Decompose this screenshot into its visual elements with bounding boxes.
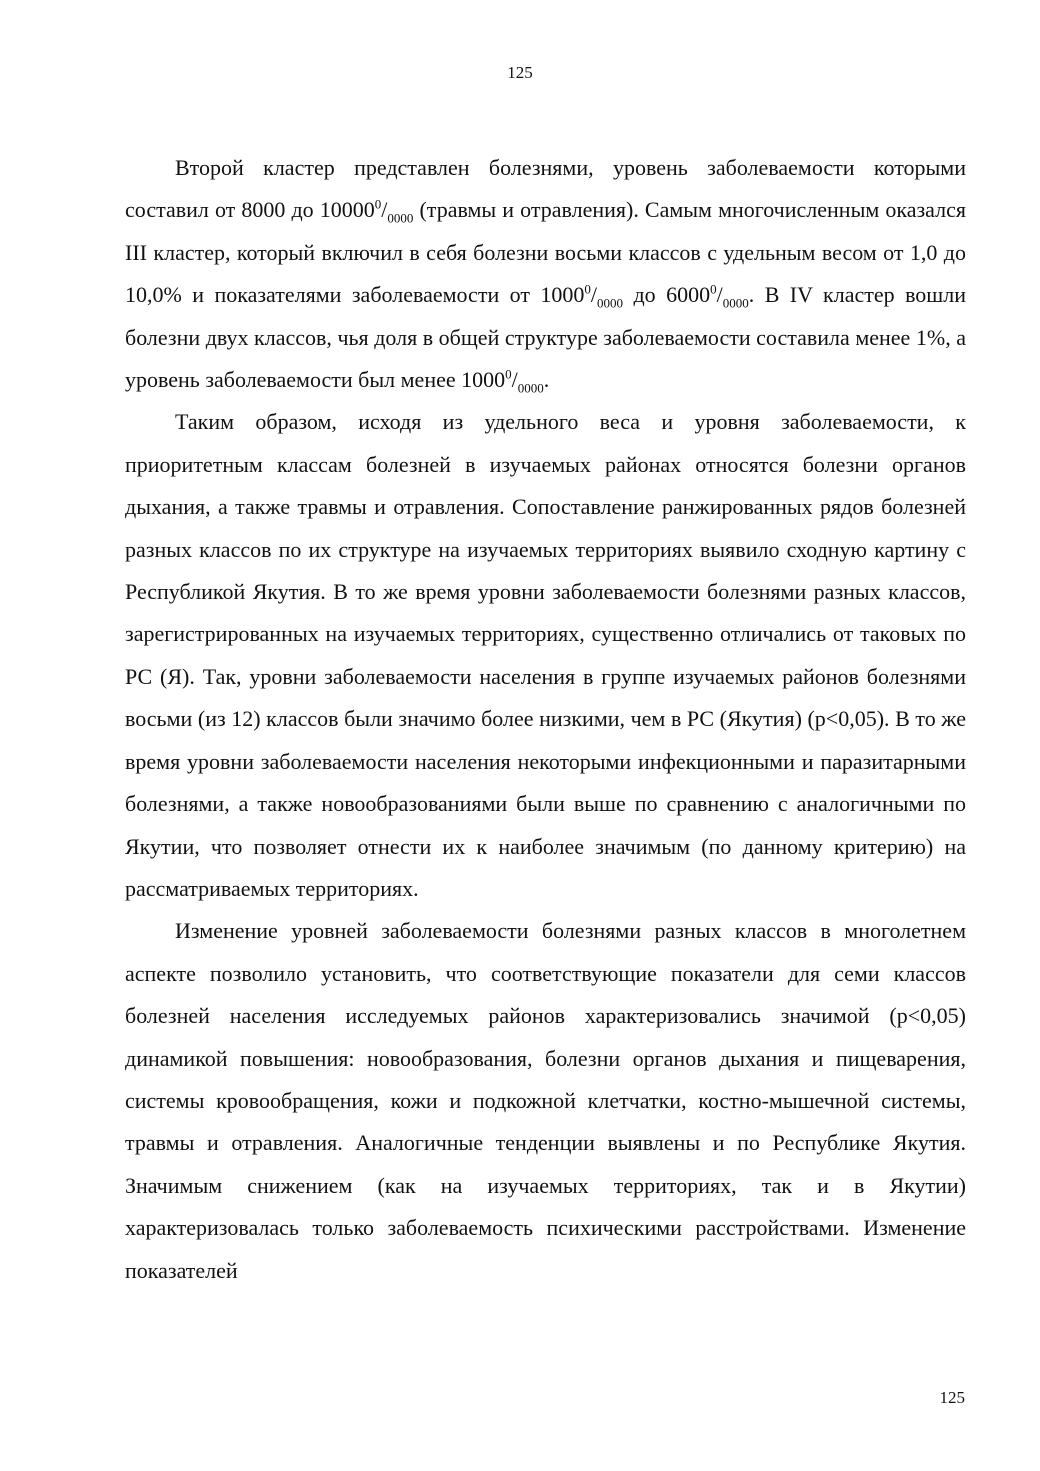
text-run: . В IV кластер вошли болезни двух классов, чья доля в общей структуре заболеваемости составила менее 1%, а уровень заболеваемости был менее 1000 xyxy=(125,282,966,393)
subscript: 0000 xyxy=(597,295,624,311)
text-run: . xyxy=(543,367,550,393)
text-run: / xyxy=(511,367,518,393)
text-run: Таким образом, исходя из удельного веса и уровня заболеваемости, к приоритетным классам болезней в изучаемых районах относятся болезни органов дыхания, а также травмы и отравления. Сопоставление ранжированных рядов болезней разных классов по их структуре на изучаемых территориях выявило сходную картину с Республикой Якутия. В то же время уровни заболеваемости болезнями разных классов, зарегистрированных на изучаемых территориях, существенно отличались от таковых по РС (Я). Так, уровни заболеваемости населения в группе изучаемых районов болезнями восьми (из 12) классов были значимо более низкими, чем в РС (Якутия) (p<0,05). В то же время уровни заболеваемости населения некоторыми инфекционными и паразитарными болезнями, а также новообразованиями были выше по сравнению с аналогичными по Якутии, что позволяет отнести их к наиболее значимым (по данному критерию) на рассматриваемых территориях. xyxy=(125,409,966,901)
body-text xyxy=(125,147,966,1292)
superscript: 0 xyxy=(505,366,512,382)
text-run: Изменение уровней заболеваемости болезнями разных классов в многолетнем аспекте позволило установить, что соответствующие показатели для семи классов болезней населения исследуемых районов характеризовались значимой (p<0,05) динамикой повышения: новообразования, болезни органов дыхания и пищеварения, системы кровообращения, кожи и подкожной клетчатки, костно-мышечной системы, травмы и отравления. Аналогичные тенденции выявлены и по Республике Якутия. Значимым снижением (как на изучаемых территориях, так и в Якутии) характеризовалась только заболеваемость психическими расстройствами. Изменение показателей xyxy=(125,918,966,1283)
subscript: 0000 xyxy=(517,380,544,396)
text-run: до 6000 xyxy=(623,282,711,308)
paragraph xyxy=(125,401,966,910)
paragraph xyxy=(125,910,966,1292)
text-run: / xyxy=(381,197,388,223)
subscript: 0000 xyxy=(387,210,414,226)
page-number-bottom: 125 xyxy=(939,1388,965,1407)
text-run: Второй кластер представлен болезнями, уровень заболеваемости которыми составил от 8000 до 10000 xyxy=(125,155,966,223)
text-run: (травмы и отравления). Самым многочисленным оказался III кластер, который включил в себя болезни восьми классов с удельным весом от 1,0 до 10,0% и показателями заболеваемости от 1000 xyxy=(125,197,966,308)
text-run: / xyxy=(716,282,723,308)
superscript: 0 xyxy=(710,281,717,297)
paragraph xyxy=(125,147,966,401)
subscript: 0000 xyxy=(722,295,749,311)
page-number-top: 125 xyxy=(507,63,533,82)
superscript: 0 xyxy=(374,197,382,213)
text-run: / xyxy=(590,282,598,308)
superscript: 0 xyxy=(584,281,591,297)
